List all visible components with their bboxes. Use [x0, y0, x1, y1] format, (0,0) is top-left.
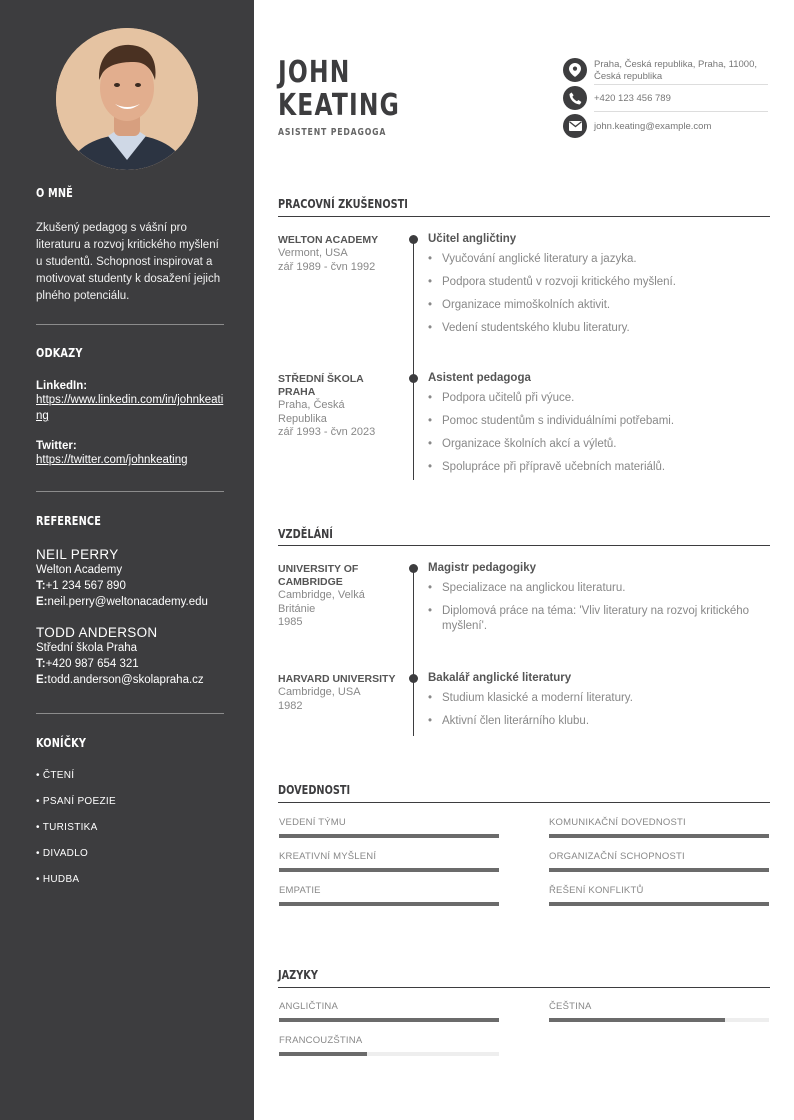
references-heading: REFERENCE: [36, 513, 102, 528]
school-name: UNIVERSITY OF CAMBRIDGE: [278, 563, 359, 588]
skill-label: ŘEŠENÍ KONFLIKTŮ: [549, 885, 644, 896]
contact-phone: [563, 86, 768, 112]
reference-name: TODD ANDERSON: [36, 625, 158, 640]
linkedin-label: LinkedIn:: [36, 380, 88, 392]
skill-bar: [549, 851, 769, 872]
contact-divider: [594, 111, 768, 112]
language-label: ČEŠTINA: [549, 1001, 592, 1012]
employer-name: WELTON ACADEMY: [278, 234, 379, 246]
language-fill: [279, 1018, 499, 1022]
experience-heading: [278, 196, 770, 211]
contact-divider: [594, 84, 768, 85]
timeline-dot: [409, 564, 418, 573]
skill-label: VEDENÍ TÝMU: [279, 817, 346, 828]
degree-title: Magistr pedagogiky: [428, 562, 536, 574]
hobby-item: • TURISTIKA: [36, 822, 98, 833]
reference-email-line: [36, 594, 224, 610]
education-heading: [278, 526, 770, 541]
divider: [36, 491, 224, 492]
language-fill: [279, 1052, 367, 1056]
first-name: JOHN: [278, 55, 351, 90]
language-bar: [279, 1035, 499, 1056]
duty-item: • Vyučování anglické literatury a jazyka.: [428, 252, 768, 267]
language-label: ANGLIČTINA: [279, 1001, 339, 1012]
reference-email-line: [36, 672, 224, 688]
reference-phone-line: [36, 578, 224, 594]
education-entry-meta: [278, 673, 396, 713]
divider: [36, 713, 224, 714]
employment-dates: zář 1993 - čvn 2023: [278, 426, 376, 438]
reference-item: [36, 547, 224, 610]
hobby-item: • ČTENÍ: [36, 770, 75, 781]
skill-bar: [279, 817, 499, 838]
skill-bar: [279, 885, 499, 906]
skill-fill: [279, 834, 499, 838]
language-track: [279, 1018, 499, 1022]
hobbies-heading: KONÍČKY: [36, 735, 87, 750]
duty-item: • Pomoc studentům s individuálními potřebami.: [428, 414, 768, 429]
about-text: Zkušený pedagog s vášní pro literaturu a rozvoj kritického myšlení u studentů. Schopnost inspirovat a motivovat studenty k dosažení jejich plného potenciálu.: [36, 222, 221, 302]
employer-name: STŘEDNÍ ŠKOLA PRAHA: [278, 373, 364, 398]
education-entry-details: [428, 672, 768, 737]
employer-location: Vermont, USA: [278, 247, 348, 259]
experience-entry-meta: [278, 234, 396, 274]
education-details-list: [428, 691, 768, 729]
location-pin-icon: [563, 58, 587, 82]
phone-label: T:: [36, 658, 46, 670]
skill-track: [279, 902, 499, 906]
about-heading: O MNĚ: [36, 185, 73, 200]
skill-label: KREATIVNÍ MYŠLENÍ: [279, 851, 377, 862]
language-fill: [549, 1018, 725, 1022]
education-detail-item: • Aktivní člen literárního klubu.: [428, 714, 768, 729]
reference-phone: +1 234 567 890: [45, 580, 126, 592]
education-details-list: [428, 581, 768, 634]
education-detail-item: • Studium klasické a moderní literatury.: [428, 691, 768, 706]
twitter-link-block: [36, 440, 224, 468]
profile-photo: [56, 28, 198, 170]
education-heading-text: VZDĚLÁNÍ: [278, 526, 333, 541]
duty-item: • Vedení studentského klubu literatury.: [428, 321, 768, 336]
hobby-item: • DIVADLO: [36, 848, 89, 859]
timeline-dot: [409, 374, 418, 383]
graduation-year: 1982: [278, 699, 303, 712]
language-label: FRANCOUZŠTINA: [279, 1035, 363, 1046]
address-text: Praha, Česká republika, Praha, 11000, Česká republika: [594, 59, 758, 82]
duty-item: • Organizace mimoškolních aktivit.: [428, 298, 768, 313]
duty-item: • Spolupráce při přípravě učebních materiálů.: [428, 460, 768, 475]
education-detail-item: • Specializace na anglickou literaturu.: [428, 581, 768, 596]
section-rule: [278, 987, 770, 988]
about-section: [36, 185, 224, 200]
degree-title: Bakalář anglické literatury: [428, 672, 572, 684]
contact-email: [563, 114, 768, 140]
section-rule: [278, 545, 770, 546]
email-label: E:: [36, 596, 48, 608]
experience-entry-details: [428, 372, 768, 483]
employer-location: Praha, Česká Republika: [278, 399, 345, 425]
skill-fill: [549, 868, 769, 872]
reference-name: NEIL PERRY: [36, 547, 119, 562]
skill-label: EMPATIE: [279, 885, 321, 896]
last-name: KEATING: [278, 88, 401, 123]
skill-track: [549, 834, 769, 838]
duties-list: [428, 252, 768, 336]
skill-track: [279, 868, 499, 872]
duty-item: • Podpora učitelů při výuce.: [428, 391, 768, 406]
email-label: E:: [36, 674, 48, 686]
linkedin-link-block: [36, 380, 224, 424]
education-entry-meta: [278, 563, 396, 630]
position-title: Učitel angličtiny: [428, 233, 517, 245]
reference-phone-line: [36, 656, 224, 672]
envelope-icon: [563, 114, 587, 138]
education-entry-details: [428, 562, 768, 642]
skill-track: [549, 902, 769, 906]
reference-phone: +420 987 654 321: [45, 658, 139, 670]
phone-text[interactable]: +420 123 456 789: [594, 93, 671, 104]
links-heading: ODKAZY: [36, 345, 83, 360]
timeline-dot: [409, 235, 418, 244]
skill-track: [279, 834, 499, 838]
hobbies-list: [36, 770, 224, 900]
timeline-dot: [409, 674, 418, 683]
skill-label: KOMUNIKAČNÍ DOVEDNOSTI: [549, 817, 686, 828]
reference-item: [36, 625, 224, 688]
education-detail-item: • Diplomová práce na téma: 'Vliv literatury na rozvoj kritického myšlení'.: [428, 604, 768, 634]
twitter-link[interactable]: https://twitter.com/johnkeating: [36, 454, 188, 466]
hobby-item: • HUDBA: [36, 874, 80, 885]
hobby-item: • PSANÍ POEZIE: [36, 796, 116, 807]
linkedin-link[interactable]: https://www.linkedin.com/in/johnkeating: [36, 394, 224, 422]
duty-item: • Organizace školních akcí a výletů.: [428, 437, 768, 452]
languages-heading-text: JAZYKY: [278, 967, 318, 982]
education-timeline: [413, 569, 414, 736]
language-bar: [279, 1001, 499, 1022]
language-track: [279, 1052, 499, 1056]
school-name: HARVARD UNIVERSITY: [278, 673, 396, 685]
skill-bar: [279, 851, 499, 872]
contact-address: [563, 58, 768, 84]
about-text-block: [36, 220, 224, 305]
skill-bar: [549, 885, 769, 906]
language-bar: [549, 1001, 769, 1022]
school-location: Cambridge, Velká Británie: [278, 589, 365, 615]
hobbies-section: [36, 735, 224, 750]
links-section: [36, 345, 224, 360]
position-title: Asistent pedagoga: [428, 372, 531, 384]
skill-fill: [549, 834, 769, 838]
duties-list: [428, 391, 768, 475]
divider: [36, 324, 224, 325]
section-rule: [278, 802, 770, 803]
skills-heading-text: DOVEDNOSTI: [278, 782, 351, 797]
skill-fill: [549, 902, 769, 906]
job-role: ASISTENT PEDAGOGA: [278, 127, 387, 138]
skill-track: [549, 868, 769, 872]
employment-dates: zář 1989 - čvn 1992: [278, 260, 376, 273]
school-location: Cambridge, USA: [278, 686, 361, 698]
reference-email: neil.perry@weltonacademy.edu: [47, 596, 208, 608]
duty-item: • Podpora studentů v rozvoji kritického myšlení.: [428, 275, 768, 290]
section-rule: [278, 216, 770, 217]
reference-org: Welton Academy: [36, 564, 123, 576]
twitter-label: Twitter:: [36, 440, 77, 452]
phone-icon: [563, 86, 587, 110]
experience-entry-meta: [278, 373, 396, 440]
experience-timeline: [413, 240, 414, 480]
phone-label: T:: [36, 580, 46, 592]
graduation-year: 1985: [278, 616, 303, 628]
candidate-name: [278, 56, 400, 122]
reference-email: todd.anderson@skolapraha.cz: [47, 674, 204, 686]
email-text[interactable]: john.keating@example.com: [594, 121, 712, 132]
languages-heading: [278, 967, 770, 982]
skill-fill: [279, 868, 499, 872]
skill-bar: [549, 817, 769, 838]
skill-label: ORGANIZAČNÍ SCHOPNOSTI: [549, 851, 685, 862]
reference-org: Střední škola Praha: [36, 642, 138, 654]
skill-fill: [279, 902, 499, 906]
experience-heading-text: PRACOVNÍ ZKUŠENOSTI: [278, 196, 408, 211]
language-track: [549, 1018, 769, 1022]
experience-entry-details: [428, 233, 768, 344]
skills-heading: [278, 782, 770, 797]
references-section: [36, 513, 224, 528]
